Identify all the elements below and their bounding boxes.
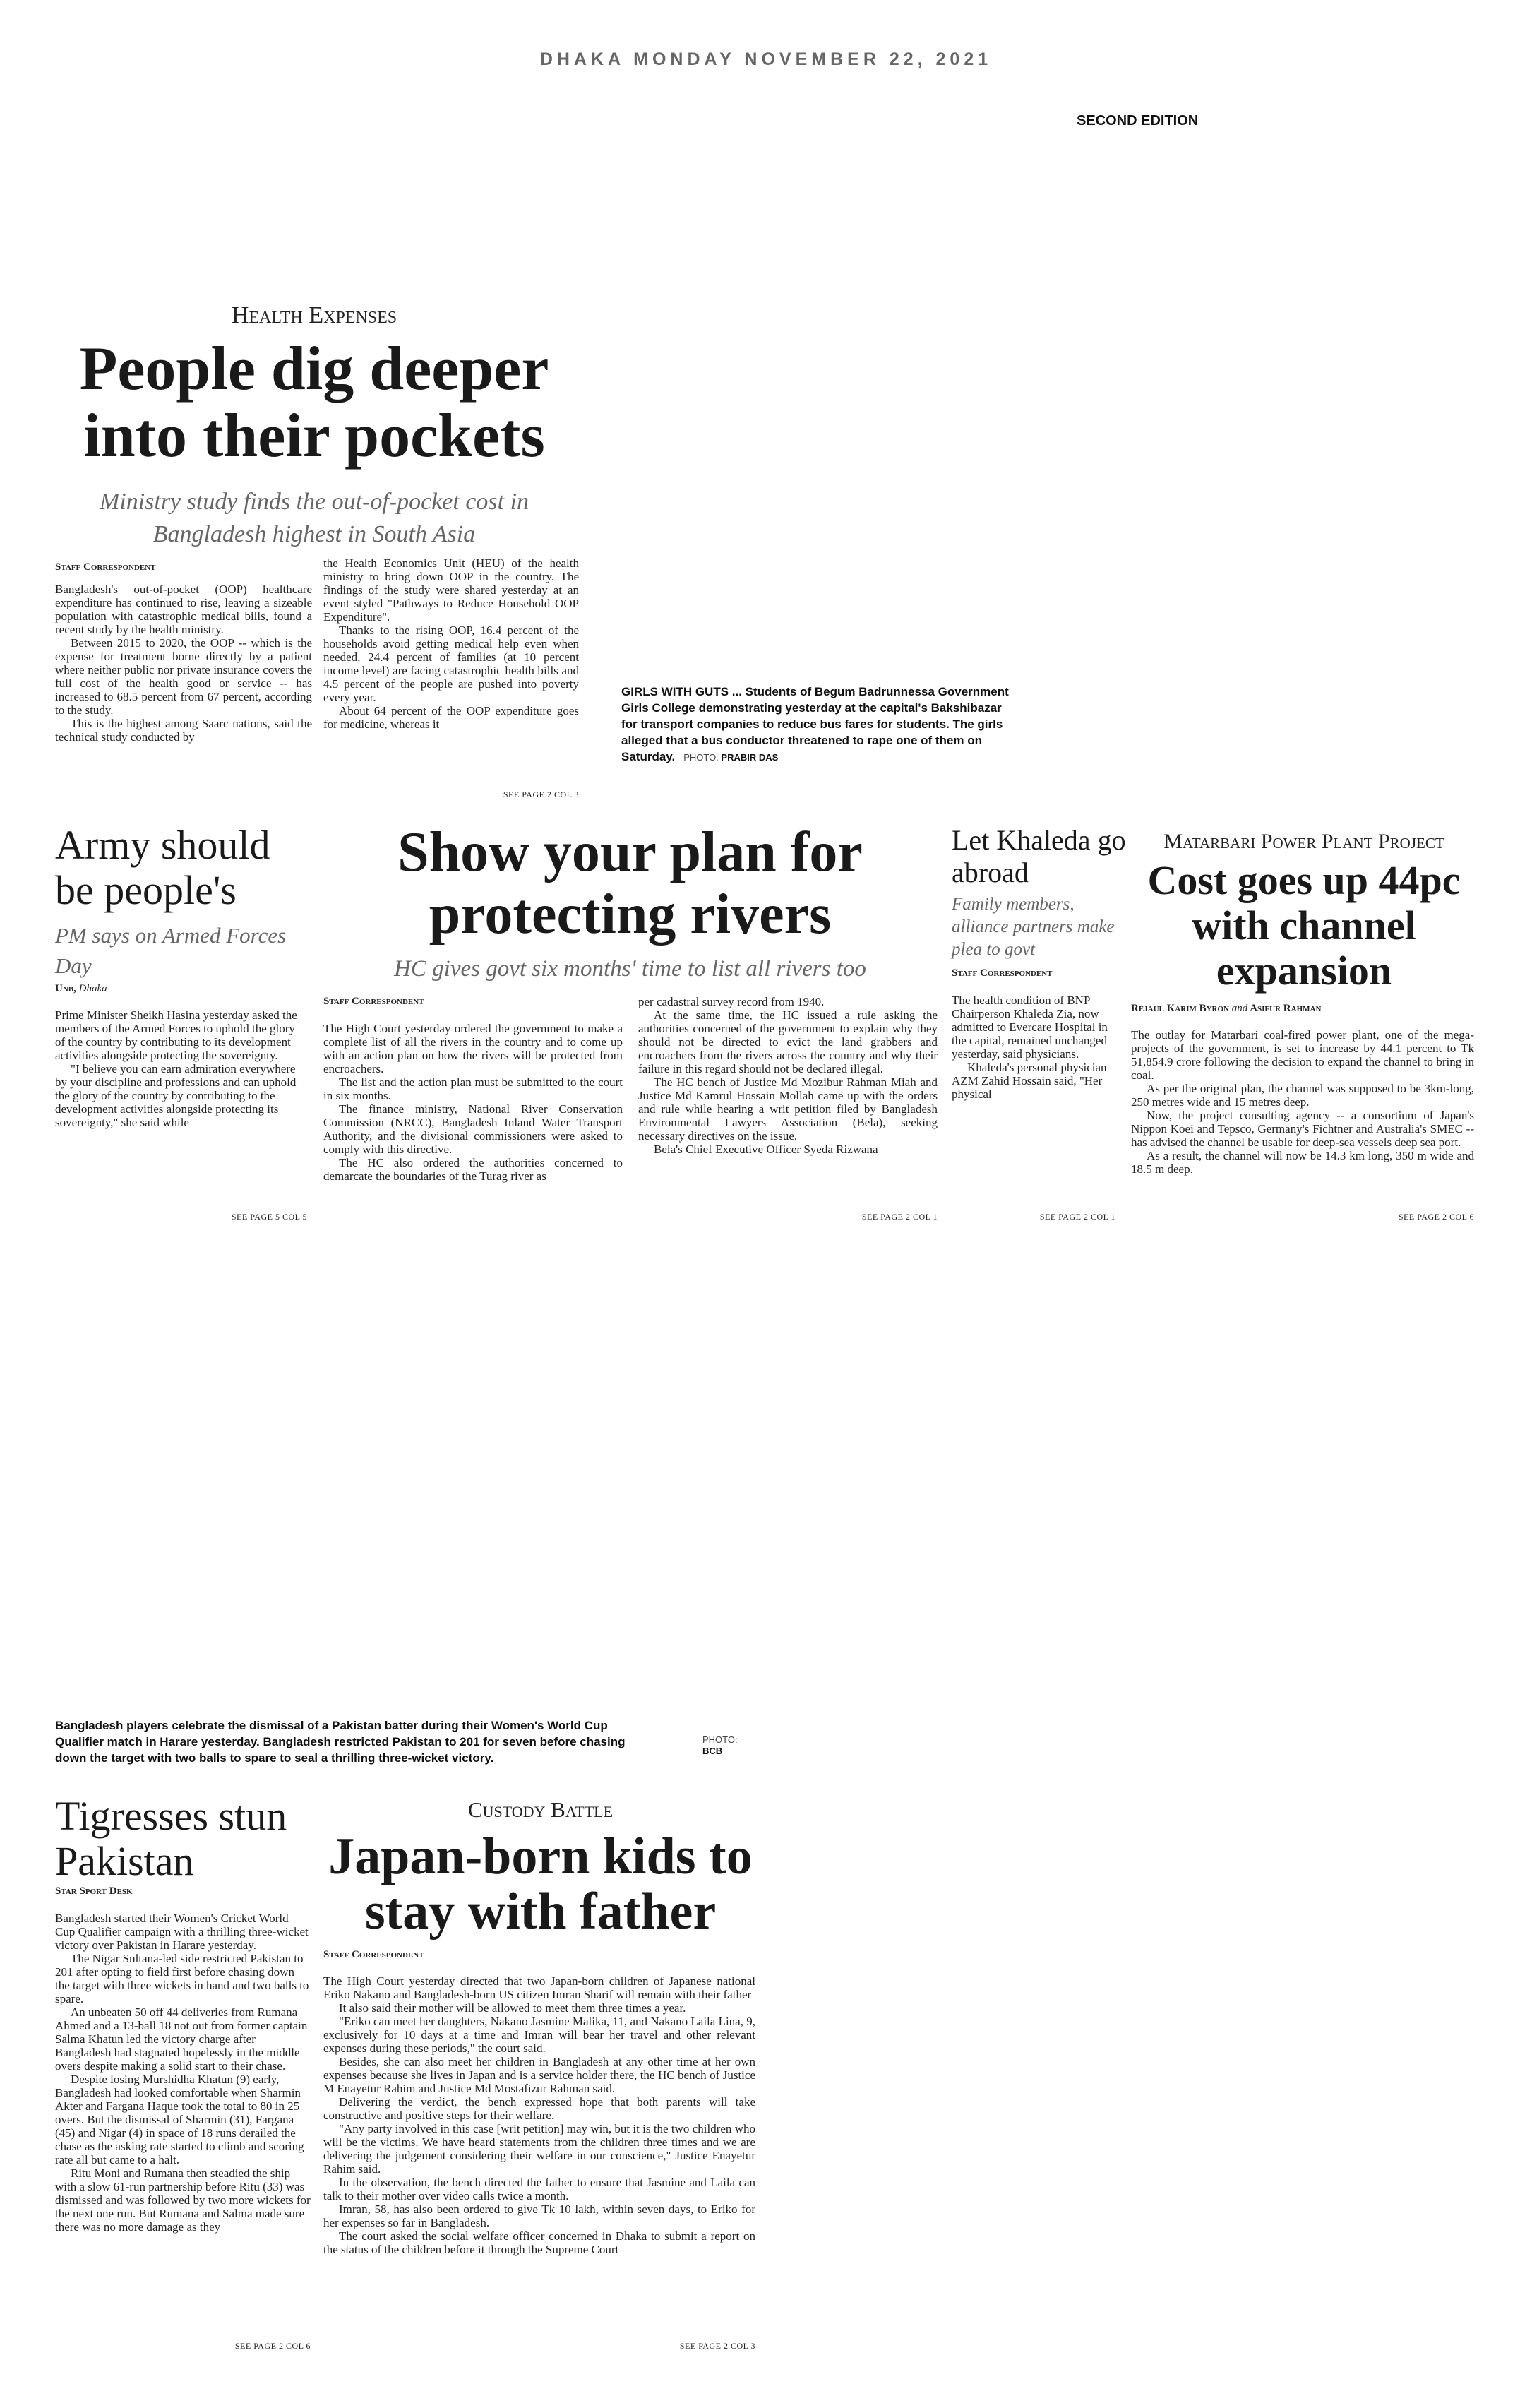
matarbari-jump-link[interactable]: SEE PAGE 2 COL 6: [1398, 1212, 1474, 1222]
paragraph: In the observation, the bench directed the father to ensure that Jasmine and Laila can talk to their mother over video calls twice a month.: [323, 2176, 755, 2203]
rivers-column-2: [638, 995, 938, 1156]
byline-place: Dhaka: [78, 983, 107, 994]
paragraph: Between 2015 to 2020, the OOP -- which is the expense for treatment borne directly by a patient where neither public nor private insurance covers the full cost of the health good or service -- has increased to 68.5 percent from 67 percent, according to the study.: [55, 636, 312, 717]
paragraph: Ritu Moni and Rumana then steadied the ship with a slow 61-run partnership before Ritu (33) was dismissed and was followed by two more wickets for the next one run. But Rumana and Salma made sure there was no more damage as they: [55, 2166, 311, 2234]
tigresses-byline: Star Sport Desk: [55, 1885, 133, 1897]
paragraph: This is the highest among Saarc nations, said the technical study conducted by: [55, 717, 312, 744]
caption-text: GIRLS WITH GUTS ... Students of Begum Badrunnessa Government Girls College demonstrating yesterday at the capital's Bakshibazar for transport companies to reduce bus fares for students. The girls alleged that a bus conductor threatened to rape one of them on Saturday.: [621, 685, 1009, 763]
army-jump-link[interactable]: SEE PAGE 5 COL 5: [231, 1212, 307, 1222]
rivers-jump-link[interactable]: SEE PAGE 2 COL 1: [861, 1212, 938, 1222]
paragraph: Khaleda's personal physician AZM Zahid Hossain said, "Her physical: [952, 1061, 1107, 1101]
matarbari-body: [1131, 1028, 1474, 1176]
army-body: [55, 1008, 307, 1129]
paragraph: The health condition of BNP Chairperson Khaleda Zia, now admitted to Evercare Hospital in the capital, remained unchanged yesterday, said physicians.: [952, 994, 1108, 1061]
paragraph: "Eriko can meet her daughters, Nakano Jasmine Malika, 11, and Nakano Laila Lina, 9, exclusively for 10 days at a time and Imran will bear her travel and other relevant expenses during these periods," the court said.: [323, 2015, 755, 2055]
paragraph: Bela's Chief Executive Officer Syeda Rizwana: [654, 1143, 878, 1156]
paragraph: The outlay for Matarbari coal-fired power plant, one of the mega-projects of the government, is set to increase by 44.1 percent to Tk 51,854.9 crore following the decision to expand the channel to bring in coal.: [1131, 1028, 1474, 1082]
paragraph: the Health Economics Unit (HEU) of the health ministry to bring down OOP in the country. The findings of the study were shared yesterday at an event styled "Pathways to Reduce Household OOP Expenditure".: [323, 556, 579, 624]
paragraph: Besides, she can also meet her children in Bangladesh at any other time at her own expenses because she lives in Japan and is a service holder there, the HC bench of Justice M Enayetur Rahim and Justice Md Mostafizur Rahman said.: [323, 2055, 755, 2095]
paragraph: The Nigar Sultana-led side restricted Pakistan to 201 after opting to field first before chasing down the target with three wickets in hand and two balls to spare.: [55, 1952, 309, 2005]
khaleda-byline: Staff Correspondent: [952, 967, 1053, 979]
paragraph: It also said their mother will be allowed to meet them three times a year.: [339, 2001, 686, 2015]
paragraph: Thanks to the rising OOP, 16.4 percent of the households avoid getting medical help even when needed, 24.4 percent of families (at 10 percent income level) are facing catastrophic health bills and 4.5 percent of the people are pushed into poverty every year.: [323, 624, 579, 704]
paragraph: per cadastral survey record from 1940.: [638, 995, 825, 1008]
custody-kicker: Custody Battle: [467, 1797, 614, 1822]
khaleda-dek: Family members, alliance partners make plea to govt: [952, 895, 1115, 959]
paragraph: The finance ministry, National River Conservation Commission (NRCC), Bangladesh Inland Water Transport Authority, and the divisional commissioners were asked to comply with this directive.: [323, 1102, 623, 1156]
paragraph: The HC bench of Justice Md Mozibur Rahman Miah and Justice Md Kamrul Hossain Mollah came up with the orders and rule while hearing a writ petition filed by Bangladesh Environmental Lawyers Association (Bela), seeking necessary directives on the issue.: [638, 1075, 938, 1143]
girls-photo-caption: [621, 684, 1010, 765]
custody-body: [323, 1974, 755, 2256]
paragraph: Bangladesh's out-of-pocket (OOP) healthcare expenditure has continued to rise, leaving a sizeable population with catastrophic medical bills, found a recent study by the health ministry.: [55, 583, 312, 636]
paragraph: The High Court yesterday ordered the government to make a complete list of all the rivers in the country and to come up with an action plan on how the rivers will be protected from encroachers.: [323, 1022, 623, 1075]
khaleda-jump-link[interactable]: SEE PAGE 2 COL 1: [1039, 1212, 1115, 1222]
tigresses-body: [55, 1912, 311, 2234]
edition-label: SECOND EDITION: [1077, 113, 1199, 129]
credit-name: BCB: [702, 1746, 723, 1756]
matarbari-headline[interactable]: Cost goes up 44pc with channel expansion: [1147, 857, 1461, 994]
rivers-headline[interactable]: Show your plan for protecting rivers: [397, 821, 863, 946]
credit-label: PHOTO:: [683, 752, 719, 763]
health-column-1: [55, 583, 312, 744]
khaleda-body: [952, 994, 1121, 1101]
byline-agency: Unb,: [55, 983, 76, 994]
paragraph: Now, the project consulting agency -- a consortium of Japan's Nippon Koei and Tepsco, Germany's Fichtner and Australia's SMEC -- has advised the channel be usable for deep-sea vessels deep sea port.: [1131, 1109, 1474, 1149]
rivers-byline: Staff Correspondent: [323, 996, 424, 1007]
health-column-2: [323, 556, 579, 731]
credit-label: PHOTO:: [702, 1734, 738, 1745]
cricket-photo-caption: Bangladesh players celebrate the dismissal of a Pakistan batter during their Women's World Cup Qualifier match in Harare yesterday. Bangladesh restricted Pakistan to 201 for seven before chasing down the target with two balls to spare to seal a thrilling three-wicket victory.: [55, 1719, 626, 1765]
khaleda-headline[interactable]: Let Khaleda go abroad: [952, 824, 1126, 888]
paragraph: "Any party involved in this case [writ petition] may win, but it is the two children who will be the victims. We have heard statements from the children three times and we are delivering the judgement considering their welfare in our conscience," Justice Enayetur Rahim said.: [323, 2122, 755, 2176]
rivers-dek: HC gives govt six months' time to list all rivers too: [394, 956, 866, 982]
tigresses-headline[interactable]: Tigresses stun Pakistan: [55, 1793, 287, 1884]
paragraph: As per the original plan, the channel was supposed to be 3km-long, 250 metres wide and 15 metres deep.: [1131, 1082, 1474, 1109]
tigresses-jump-link[interactable]: SEE PAGE 2 COL 6: [234, 2341, 311, 2351]
paragraph: "I believe you can earn admiration everywhere by your discipline and professions and can uphold the glory of the country by contributing to the development activities alongside protecting its sovereignty," she said while: [55, 1062, 297, 1129]
paragraph: As a result, the channel will now be 14.3 km long, 350 m wide and 18.5 m deep.: [1131, 1149, 1474, 1176]
paragraph: Prime Minister Sheikh Hasina yesterday asked the members of the Armed Forces to uphold the glory of the country by contributing to its development activities alongside protecting the sovereignty.: [55, 1008, 297, 1062]
rivers-column-1: [323, 1022, 623, 1183]
credit-name: PRABIR DAS: [721, 752, 779, 763]
cricket-photo-credit: [702, 1734, 738, 1757]
health-jump-link[interactable]: SEE PAGE 2 COL 3: [503, 789, 579, 799]
health-kicker: Health Expenses: [231, 302, 397, 328]
byline-and: and: [1231, 1003, 1248, 1014]
paragraph: The HC also ordered the authorities concerned to demarcate the boundaries of the Turag river as: [323, 1156, 623, 1183]
army-dek: PM says on Armed Forces Day: [55, 923, 287, 978]
health-dek: Ministry study finds the out-of-pocket cost in Bangladesh highest in South Asia: [99, 489, 529, 547]
matarbari-byline: [1131, 1003, 1321, 1015]
paragraph: The High Court yesterday directed that two Japan-born children of Japanese national Eriko Nakano and Bangladesh-born US citizen Imran Sharif will remain with their father: [323, 1974, 755, 2001]
byline-author-b: Asifur Rahman: [1250, 1003, 1322, 1014]
paragraph: Imran, 58, has also been ordered to give Tk 10 lakh, within seven days, to Eriko for her expenses so far in Bangladesh.: [323, 2203, 755, 2229]
custody-headline[interactable]: Japan-born kids to stay with father: [328, 1828, 753, 1941]
paragraph: Delivering the verdict, the bench expressed hope that both parents will take constructive and positive steps for their welfare.: [323, 2095, 755, 2122]
health-byline: Staff Correspondent: [55, 561, 156, 573]
paragraph: Despite losing Murshidha Khatun (9) early, Bangladesh had looked comfortable when Sharmin Akter and Fargana Haque took the total to 80 in 25 overs. But the dismissal of Sharmin (31), Fargana (45) and Nigar (4) in space of 18 runs derailed the chase as the asking rate started to climb and scoring rate all but came to a halt.: [55, 2073, 304, 2166]
custody-byline: Staff Correspondent: [323, 1949, 424, 1960]
army-headline[interactable]: Army should be people's: [55, 822, 270, 913]
matarbari-kicker: Matarbari Power Plant Project: [1163, 830, 1444, 853]
byline-author-a: Rejaul Karim Byron: [1131, 1003, 1230, 1014]
health-headline[interactable]: People dig deeper into their pockets: [79, 335, 549, 471]
paragraph: About 64 percent of the OOP expenditure goes for medicine, whereas it: [323, 704, 579, 731]
paragraph: The court asked the social welfare officer concerned in Dhaka to submit a report on the status of the children before it through the Supreme Court: [323, 2229, 755, 2256]
paragraph: At the same time, the HC issued a rule asking the authorities concerned of the government to explain why they should not be directed to evict the land grabbers and encroachers from the rivers across the country and why their failure in this regard should not be declared illegal.: [638, 1008, 938, 1075]
paragraph: The list and the action plan must be submitted to the court in six months.: [323, 1075, 623, 1102]
paragraph: An unbeaten 50 off 44 deliveries from Rumana Ahmed and a 13-ball 18 not out from former captain Salma Khatun led the victory charge after Bangladesh had stagnated hopelessly in the middle overs despite making a solid start to their chase.: [55, 2005, 308, 2073]
paragraph: Bangladesh started their Women's Cricket World Cup Qualifier campaign with a thrilling three-wicket victory over Pakistan in Harare yesterday.: [55, 1912, 309, 1952]
army-byline: [55, 983, 107, 995]
photo-credit: [678, 752, 778, 763]
dateline: DHAKA MONDAY NOVEMBER 22, 2021: [539, 49, 993, 69]
custody-jump-link[interactable]: SEE PAGE 2 COL 3: [679, 2341, 755, 2351]
